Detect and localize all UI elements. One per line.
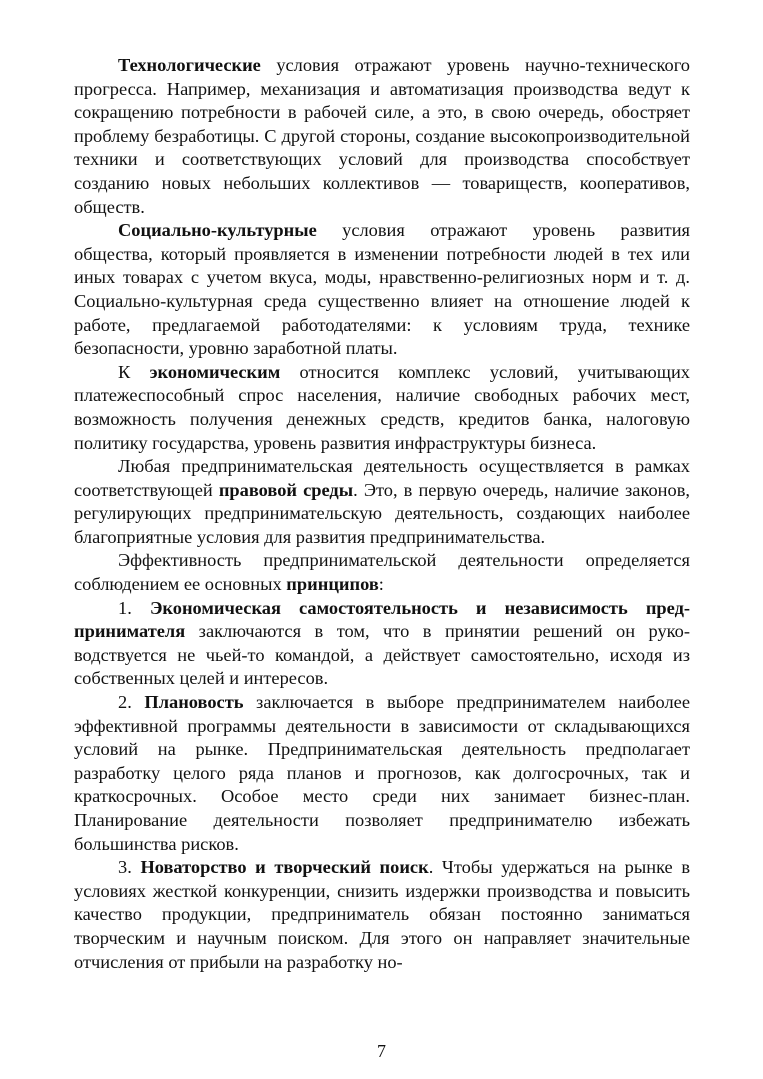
term-bold: Социально-культурные bbox=[118, 220, 317, 241]
item-number: 1. bbox=[118, 597, 150, 618]
principle-title: Экономическая самостоятельность и независимость предпринимателя bbox=[74, 597, 690, 642]
paragraph-text: условия отражают уровень развития общества, который проявляется в изменении потребности людей в тех или иных товарах с учетом вкуса, моды, нравственно-религиозных норм и т. д. Социально-культурная среда существенно влияет на отношение людей к работе, предлагаемой работодателями: к условиям труда, технике безопасности, уровню заработной платы. bbox=[74, 220, 690, 359]
term-bold: Технологические bbox=[118, 55, 261, 75]
term-bold: принципов bbox=[286, 574, 379, 595]
paragraph bbox=[74, 54, 690, 219]
paragraph-text: заключаются в том, что в принятии решений он руководствуется не чьей-то командой, а действует самостоятельно, исходя из собственных целей и интересов. bbox=[74, 621, 690, 689]
principle-title: Новаторство и творческий поиск bbox=[140, 857, 429, 878]
paragraph-text: К bbox=[118, 361, 150, 382]
paragraph bbox=[74, 455, 690, 549]
paragraph-text: заключается в выборе предпринимателем наиболее эффективной программы деятельности в зависимости от складывающихся условий на рынке. Предпринимательская деятельность предполагает разработку целого ряда планов и прогнозов, как долгосрочных, так и краткосрочных. Особое место среди них занимает бизнес-план. Планирование деятельности позволяет предпринимателю избежать большинства рисков. bbox=[74, 692, 690, 854]
term-bold: правовой среды bbox=[218, 479, 354, 500]
principle-item bbox=[74, 856, 690, 974]
paragraph-text: . Чтобы удержаться на рынке в условиях жесткой конкуренции, снизить издержки производства и повысить качество продукции, предприниматель обязан постоянно заниматься творческим и научным поиском. Для этого он направляет значительные отчисления от прибыли на разработку но- bbox=[74, 857, 691, 972]
paragraph bbox=[74, 549, 690, 596]
principle-item bbox=[74, 691, 690, 856]
paragraph bbox=[74, 219, 690, 361]
paragraph-text: условия отражают уровень научно-технического прогресса. Например, механизация и автоматизация производства ведут к сокращению потребности в рабочей силе, а это, в свою очередь, обостряет проблему безработицы. С другой стороны, создание высокопроизводительной техники и соответствующих условий для производства способствует созданию новых небольших коллективов — товариществ, кооперативов, обществ. bbox=[74, 55, 690, 217]
paragraph-text: . Это, в первую очередь, наличие законов, регулирующих предпринимательскую деятельность, создающих наиболее благоприятные условия для развития предпринимательства. bbox=[74, 479, 690, 547]
item-number: 2. bbox=[118, 692, 145, 713]
body-text bbox=[74, 54, 690, 974]
paragraph-text: : bbox=[378, 574, 384, 595]
principle-title: Плановость bbox=[144, 692, 244, 713]
paragraph-text: относится комплекс условий, учитывающих платежеспособный спрос населения, наличие свободных рабочих мест, возможность получения денежных средств, кредитов банка, налоговую политику государства, уровень развития инфраструктуры бизнеса. bbox=[74, 361, 690, 453]
term-bold: экономическим bbox=[149, 361, 281, 382]
paragraph-text: Эффективность предпринимательской деятельности определяется соблюдением ее основных bbox=[74, 550, 690, 595]
page-number: 7 bbox=[377, 1041, 386, 1061]
paragraph bbox=[74, 361, 690, 455]
item-number: 3. bbox=[118, 857, 141, 878]
principle-item bbox=[74, 597, 690, 691]
paragraph-text: Любая предпринимательская деятельность осуществляется в рамках соответствующей bbox=[74, 456, 690, 500]
